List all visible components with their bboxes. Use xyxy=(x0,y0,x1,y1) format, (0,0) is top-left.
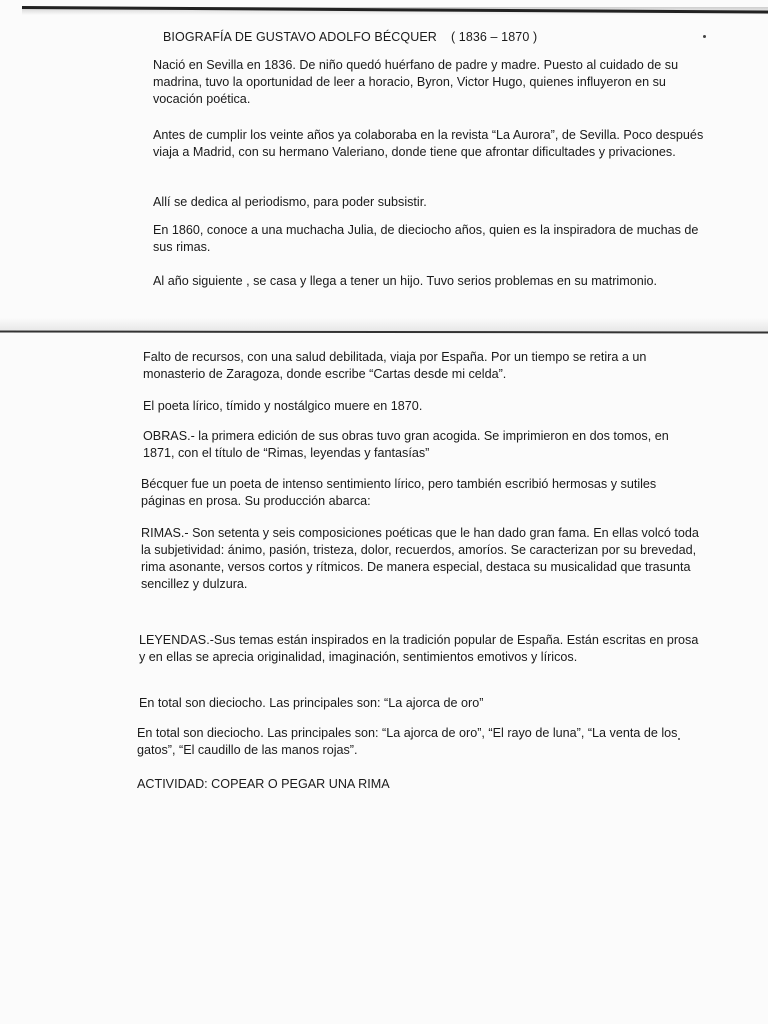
document-title xyxy=(163,30,537,44)
paragraph-actividad: ACTIVIDAD: COPEAR O PEGAR UNA RIMA xyxy=(137,777,390,791)
paragraph-periodismo: Allí se dedica al periodismo, para poder subsistir. xyxy=(153,195,427,209)
paragraph-rimas: RIMAS.- Son setenta y seis composiciones poéticas que le han dado gran fama. En ellas volcó toda la subjetividad: ánimo, pasión, tristeza, dolor, recuerdos, amoríos. Se caracterizan por su brevedad, rima asonante, versos cortos y rítmicos. De manera especial, destaca su musicalidad que trasunta sencillez y dulzura. xyxy=(141,526,699,591)
page-fold-line xyxy=(0,330,768,333)
paragraph-leyendas: LEYENDAS.-Sus temas están inspirados en la tradición popular de España. Están escritas en prosa y en ellas se aprecia originalidad, imaginación, sentimientos emotivos y líricos. xyxy=(139,633,699,664)
paragraph-total-short: En total son dieciocho. Las principales son: “La ajorca de oro” xyxy=(139,696,484,710)
paragraph-julia: En 1860, conoce a una muchacha Julia, de dieciocho años, quien es la inspiradora de muchas de sus rimas. xyxy=(153,223,699,254)
paragraph-birth: Nació en Sevilla en 1836. De niño quedó huérfano de padre y madre. Puesto al cuidado de su madrina, tuvo la oportunidad de leer a horacio, Byron, Victor Hugo, quienes influyeron en su vocación poética. xyxy=(153,58,679,106)
paragraph-obras: OBRAS.- la primera edición de sus obras tuvo gran acogida. Se imprimieron en dos tomos, en 1871, con el título de “Rimas, leyendas y fantasías” xyxy=(143,429,669,460)
scan-speck xyxy=(703,35,706,38)
page-top-edge xyxy=(22,6,768,26)
paragraph-muerte: El poeta lírico, tímido y nostálgico muere en 1870. xyxy=(143,399,423,413)
title-dates: ( 1836 – 1870 ) xyxy=(450,30,538,44)
paragraph-produccion: Bécquer fue un poeta de intenso sentimiento lírico, pero también escribió hermosas y sutiles páginas en prosa. Su producción abarca: xyxy=(141,477,657,508)
paragraph-matrimonio: Al año siguiente , se casa y llega a tener un hijo. Tuvo serios problemas en su matrimonio. xyxy=(153,274,658,288)
paragraph-monasterio: Falto de recursos, con una salud debilitada, viaja por España. Por un tiempo se retira a un monasterio de Zaragoza, donde escribe “Cartas desde mi celda”. xyxy=(143,350,647,381)
paragraph-la-aurora: Antes de cumplir los veinte años ya colaboraba en la revista “La Aurora”, de Sevilla. Poco después viaja a Madrid, con su hermano Valeriano, donde tiene que afrontar dificultades y privaciones. xyxy=(153,128,704,159)
paragraph-total-full: En total son dieciocho. Las principales son: “La ajorca de oro”, “El rayo de luna”, “La venta de los gatos”, “El caudillo de las manos rojas”. xyxy=(137,726,678,757)
title-text: BIOGRAFÍA DE GUSTAVO ADOLFO BÉCQUER xyxy=(163,30,437,44)
